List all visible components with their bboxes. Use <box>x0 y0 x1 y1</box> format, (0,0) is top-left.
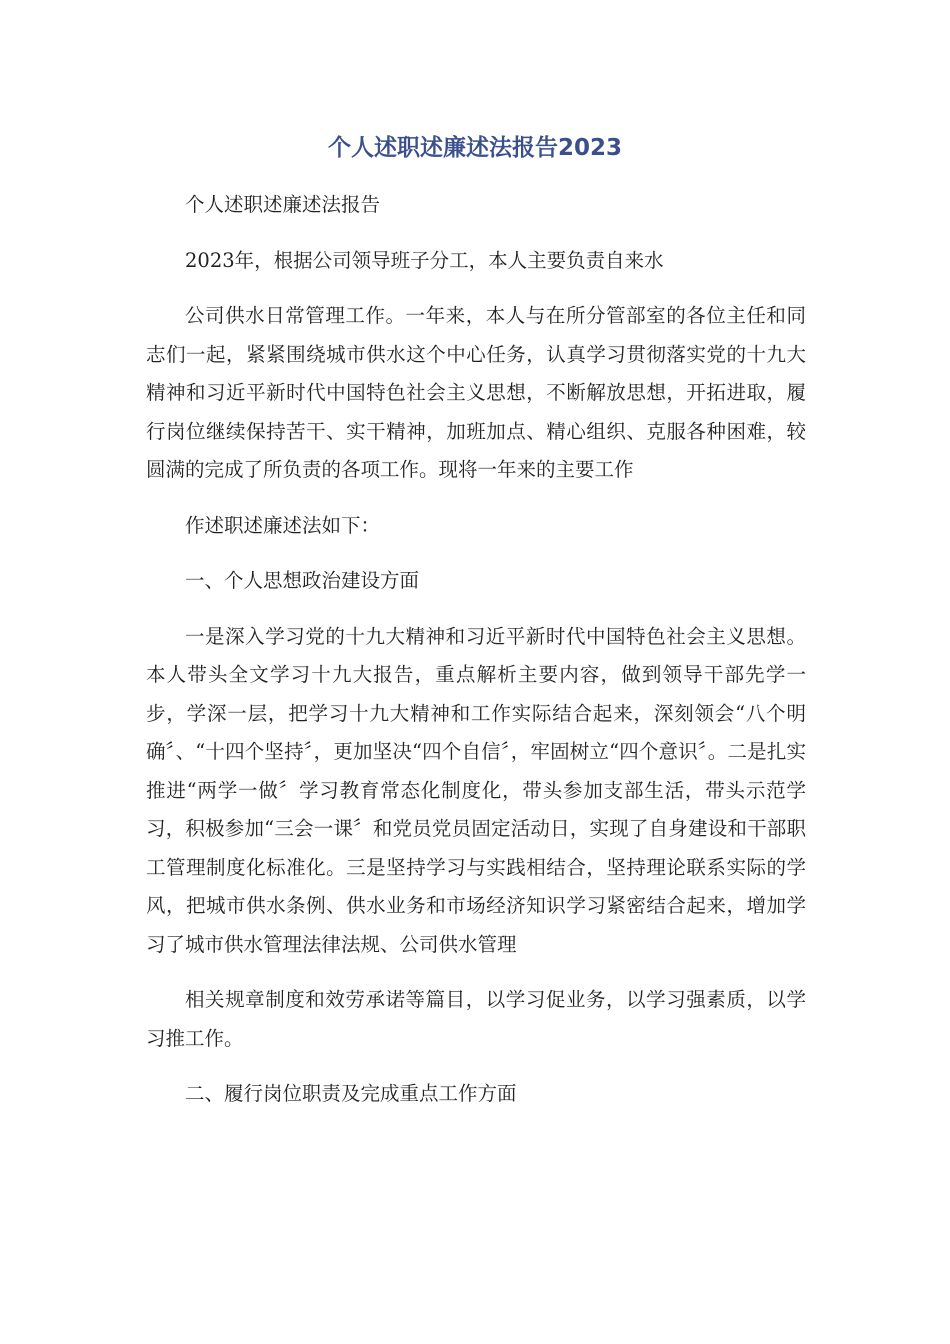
paragraph-summary: 公司供水日常管理工作。一年来，本人与在所分管部室的各位主任和同志们一起，紧紧围绕城市供水这个中心任务，认真学习贯彻落实党的十九大精神和习近平新时代中国特色社会主义思想，不断解放思想，开拓进取，履行岗位继续保持苦干、实干精神，加班加点、精心组织、克服各种困难，较圆满的完成了所负责的各项工作。现将一年来的主要工作 <box>146 304 806 481</box>
paragraph-section-1-cont: 相关规章制度和效劳承诺等篇目，以学习促业务，以学习强素质，以学习推工作。 <box>146 988 806 1050</box>
document-title: 个人述职述廉述法报告2023 <box>327 135 622 161</box>
paragraph-section-1: 一是深入学习党的十九大精神和习近平新时代中国特色社会主义思想。本人带头全文学习十九大报告，重点解析主要内容，做到领导干部先学一步，学深一层，把学习十九大精神和工作实际结合起来，深刻领会“八个明确〞、“十四个坚持〞，更加坚决“四个自信〞，牢固树立“四个意识〞。二是扎实推进“两学一做〞学习教育常态化制度化，带头参加支部生活，带头示范学习，积极参加“三会一课〞和党员党员固定活动日，实现了自身建设和干部职工管理制度化标准化。三是坚持学习与实践相结合，坚持理论联系实际的学风，把城市供水条例、供水业务和市场经济知识学习紧密结合起来，增加学习了城市供水管理法律法规、公司供水管理 <box>146 624 806 956</box>
paragraph-transition: 作述职述廉述法如下： <box>185 513 381 537</box>
paragraph-intro: 2023年，根据公司领导班子分工，本人主要负责自来水 <box>185 248 664 272</box>
section-heading-1: 一、个人思想政治建设方面 <box>185 569 420 592</box>
section-heading-2: 二、履行岗位职责及完成重点工作方面 <box>185 1082 517 1105</box>
paragraph-heading: 个人述职述廉述法报告 <box>185 193 381 216</box>
document-body <box>146 186 806 1131</box>
